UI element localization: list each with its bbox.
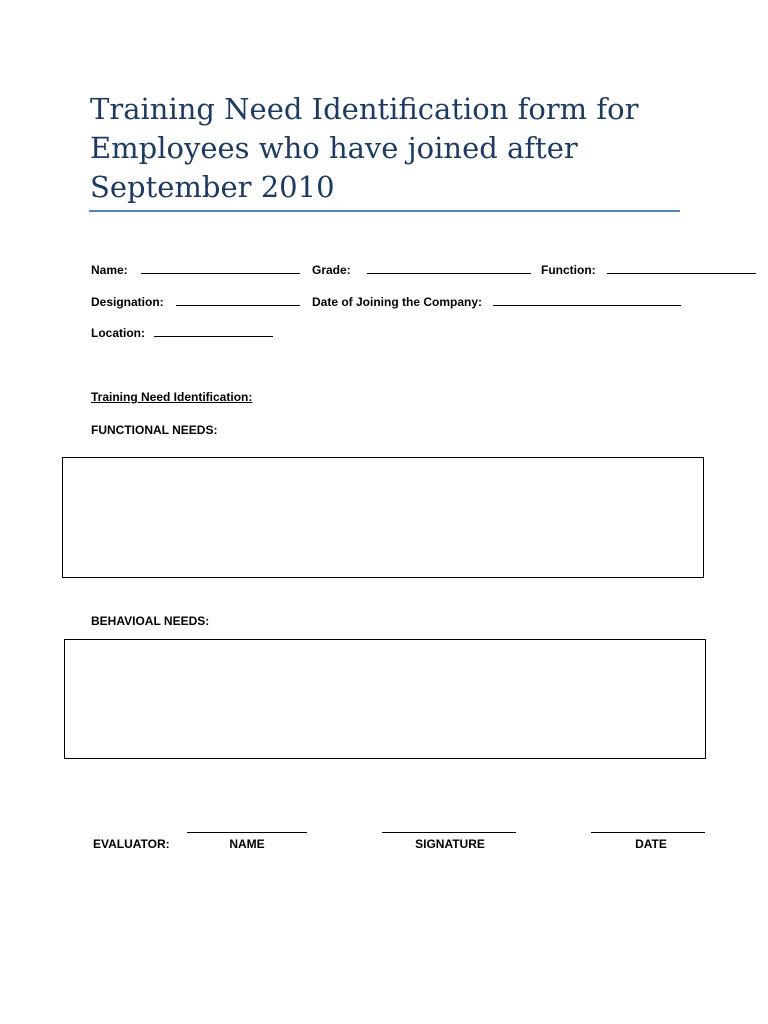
date-of-joining-field-line[interactable] [493,305,681,306]
location-label: Location: [91,326,145,340]
date-of-joining-label: Date of Joining the Company: [312,295,483,309]
date-caption: DATE [635,837,667,851]
function-field-line[interactable] [607,273,756,274]
designation-field-line[interactable] [176,305,300,306]
grade-field-line[interactable] [367,273,531,274]
signature-caption: SIGNATURE [415,837,485,851]
functional-needs-box[interactable] [62,457,704,578]
evaluator-signature-line[interactable] [382,832,516,833]
name-label: Name: [91,263,128,277]
training-need-heading: Training Need Identification: [91,390,253,404]
functional-needs-label: FUNCTIONAL NEEDS: [91,423,218,437]
name-caption: NAME [229,837,265,851]
form-title: Training Need Identification form for Employees who have joined after September 2010 [90,92,639,204]
behavioral-needs-box[interactable] [64,639,706,759]
name-field-line[interactable] [141,273,300,274]
location-field-line[interactable] [154,336,273,337]
evaluator-label: EVALUATOR: [93,837,170,851]
designation-label: Designation: [91,295,164,309]
title-divider [89,210,680,212]
behavioral-needs-label: BEHAVIOAL NEEDS: [91,614,210,628]
evaluator-name-line[interactable] [187,832,307,833]
function-label: Function: [541,263,596,277]
grade-label: Grade: [312,263,351,277]
evaluator-date-line[interactable] [591,832,705,833]
